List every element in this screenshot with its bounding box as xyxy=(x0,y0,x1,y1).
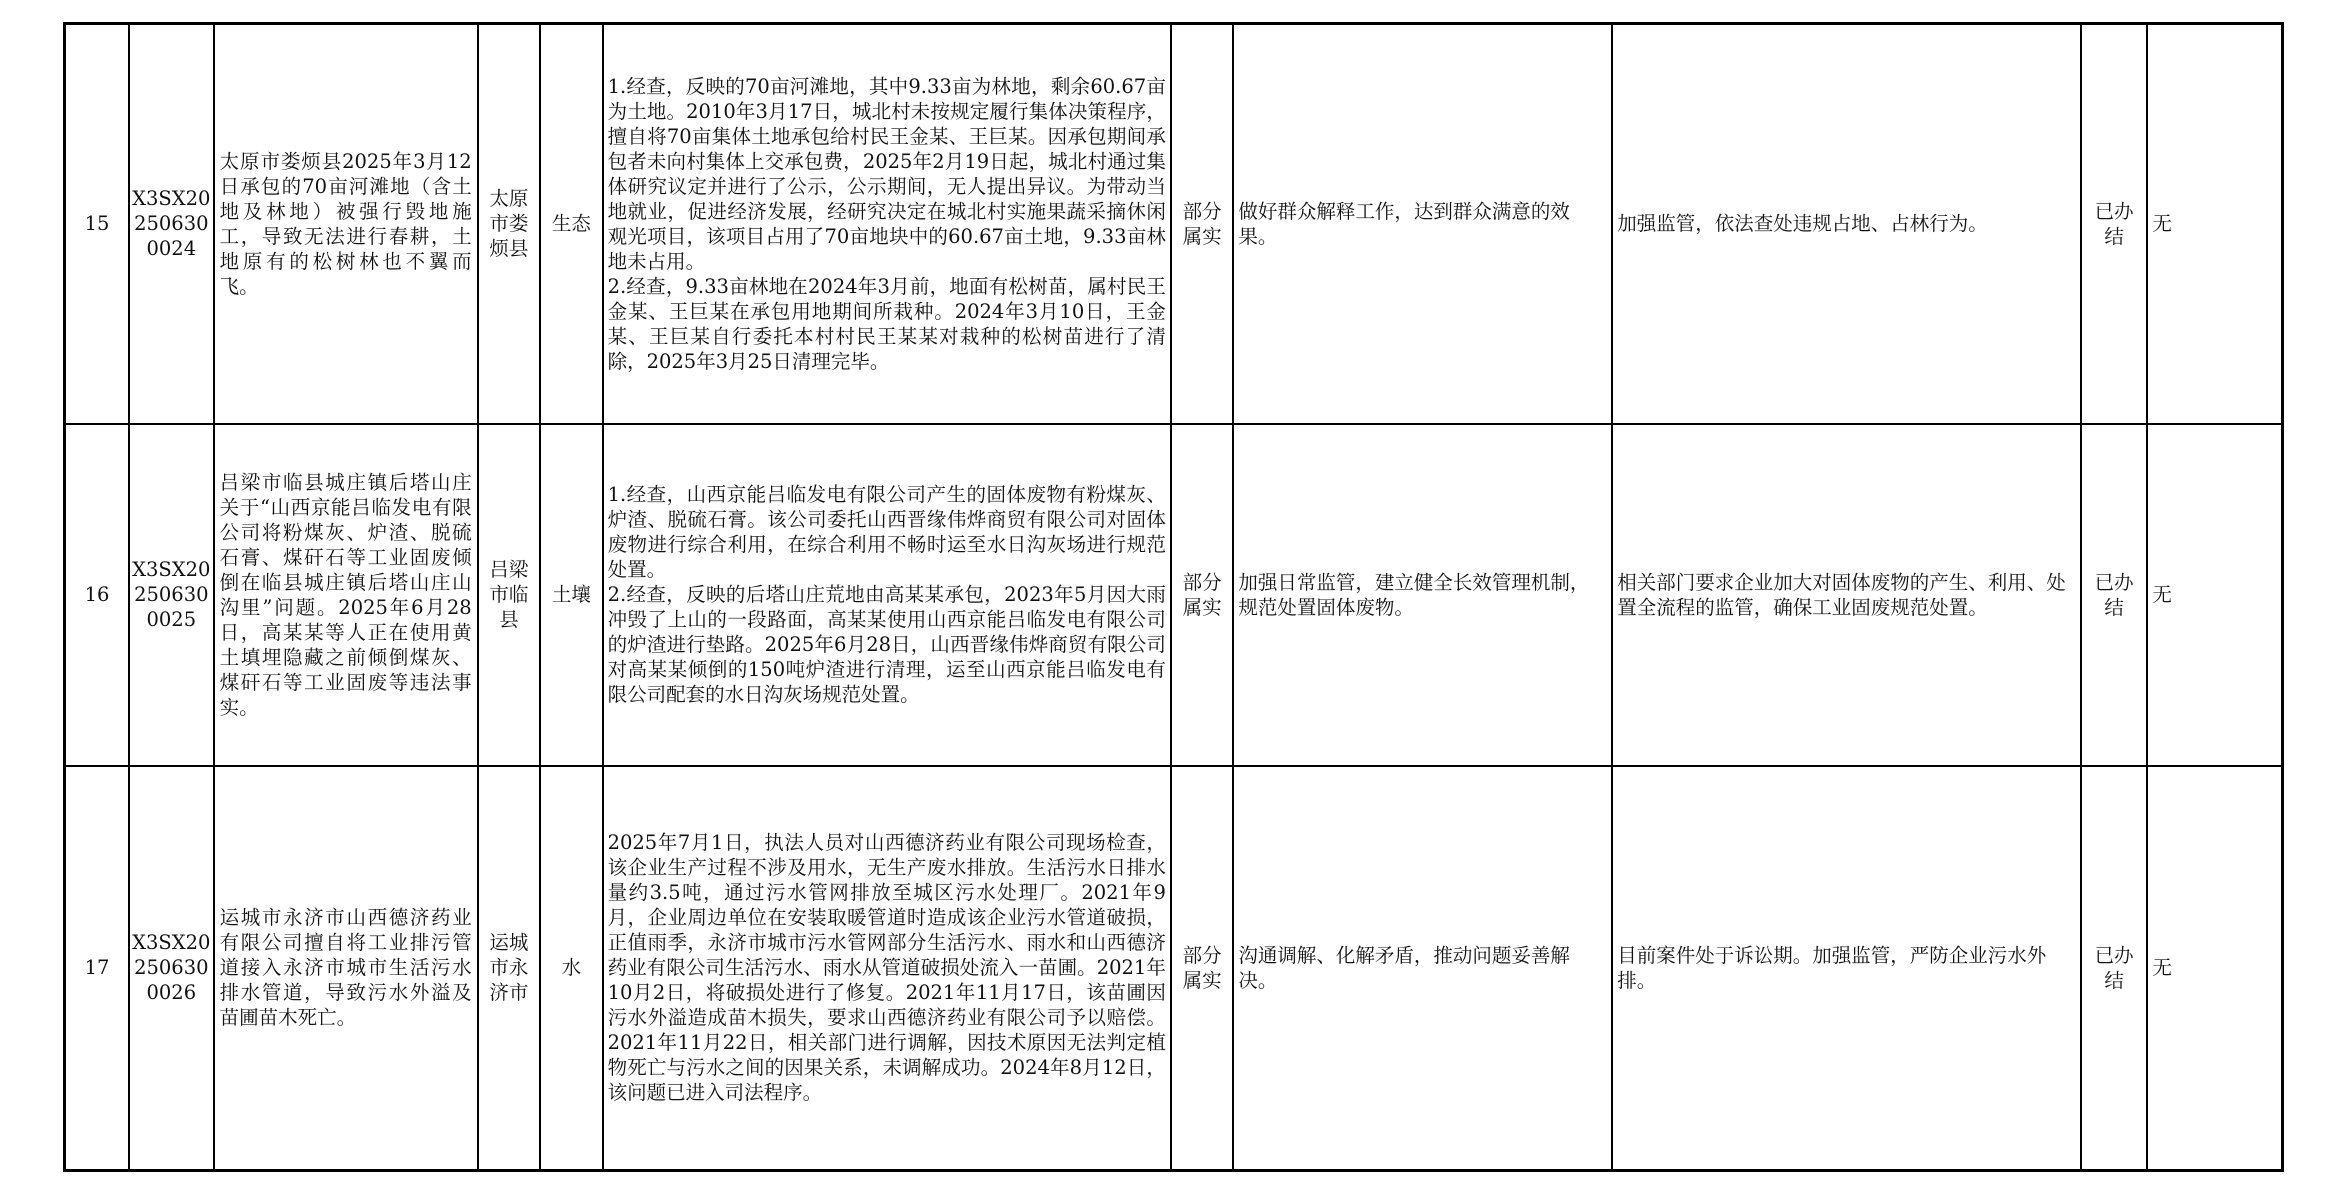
verification-result: 部分 属实 xyxy=(1171,424,1233,766)
case-code: X3SX20 250630 0024 xyxy=(129,24,214,424)
table-row xyxy=(65,24,2283,424)
table-row xyxy=(65,424,2283,766)
investigation-findings: 1.经查，反映的70亩河滩地，其中9.33亩为林地，剩余60.67亩为土地。2010年3月17日，城北村未按规定履行集体决策程序，擅自将70亩集体土地承包给村民王金某、王巨某。因承包期间承包者未向村集体上交承包费，2025年2月19日起，城北村通过集体研究议定并进行了公示，公示期间，无人提出异议。为带动当地就业，促进经济发展，经研究决定在城北村实施果蔬采摘休闲观光项目，该项目占用了70亩地块中的60.67亩土地，9.33亩林地未占用。 2.经查，9.33亩林地在2024年3月前，地面有松树苗，属村民王金某、王巨某在承包用地期间所栽种。2024年3月10日，王金某、王巨某自行委托本村村民王某某对栽种的松树苗进行了清除，2025年3月25日清理完毕。 xyxy=(603,24,1171,424)
verification-result: 部分 属实 xyxy=(1171,24,1233,424)
pollution-category: 生态 xyxy=(540,24,602,424)
row-number: 16 xyxy=(65,424,129,766)
case-code: X3SX20 250630 0025 xyxy=(129,424,214,766)
handling-measures: 加强日常监管，建立健全长效管理机制，规范处置固体废物。 xyxy=(1233,424,1612,766)
row-number: 15 xyxy=(65,24,129,424)
investigation-findings: 2025年7月1日，执法人员对山西德济药业有限公司现场检查，该企业生产过程不涉及用水，无生产废水排放。生活污水日排水量约3.5吨，通过污水管网排放至城区污水处理厂。2021年9月，企业周边单位在安装取暖管道时造成该企业污水管道破损，正值雨季，永济市城市污水管网部分生活污水、雨水和山西德济药业有限公司生活污水、雨水从管道破损处流入一苗圃。2021年10月2日，将破损处进行了修复。2021年11月17日，该苗圃因污水外溢造成苗木损失，要求山西德济药业有限公司予以赔偿。2021年11月22日，相关部门进行调解，因技术原因无法判定植物死亡与污水之间的因果关系，未调解成功。2024年8月12日，该问题已进入司法程序。 xyxy=(603,766,1171,1171)
accountability: 无 xyxy=(2147,24,2282,424)
pollution-category: 土壤 xyxy=(540,424,602,766)
rectification-measures: 目前案件处于诉讼期。加强监管，严防企业污水外排。 xyxy=(1612,766,2081,1171)
rectification-measures: 加强监管，依法查处违规占地、占林行为。 xyxy=(1612,24,2081,424)
verification-result: 部分 属实 xyxy=(1171,766,1233,1171)
accountability: 无 xyxy=(2147,424,2282,766)
case-status: 已办 结 xyxy=(2081,24,2148,424)
complaint-content: 吕梁市临县城庄镇后塔山庄关于“山西京能吕临发电有限公司将粉煤灰、炉渣、脱硫石膏、煤矸石等工业固废倾倒在临县城庄镇后塔山庄山沟里”问题。2025年6月28日，高某某等人正在使用黄土填埋隐藏之前倾倒煤灰、煤矸石等工业固废等违法事实。 xyxy=(214,424,478,766)
investigation-findings: 1.经查，山西京能吕临发电有限公司产生的固体废物有粉煤灰、炉渣、脱硫石膏。该公司委托山西晋缘伟烨商贸有限公司对固体废物进行综合利用，在综合利用不畅时运至水日沟灰场进行规范处置。 2.经查，反映的后塔山庄荒地由高某某承包，2023年5月因大雨冲毁了上山的一段路面，高某某使用山西京能吕临发电有限公司的炉渣进行垫路。2025年6月28日，山西晋缘伟烨商贸有限公司对高某某倾倒的150吨炉渣进行清理，运至山西京能吕临发电有限公司配套的水日沟灰场规范处置。 xyxy=(603,424,1171,766)
pollution-category: 水 xyxy=(540,766,602,1171)
complaint-content: 运城市永济市山西德济药业有限公司擅自将工业排污管道接入永济市城市生活污水排水管道，导致污水外溢及苗圃苗木死亡。 xyxy=(214,766,478,1171)
case-code: X3SX20 250630 0026 xyxy=(129,766,214,1171)
case-table xyxy=(63,22,2284,1172)
handling-measures: 沟通调解、化解矛盾，推动问题妥善解决。 xyxy=(1233,766,1612,1171)
region: 吕梁 市临 县 xyxy=(478,424,540,766)
region: 太原 市娄 烦县 xyxy=(478,24,540,424)
table-row xyxy=(65,766,2283,1171)
rectification-measures: 相关部门要求企业加大对固体废物的产生、利用、处置全流程的监管，确保工业固废规范处置。 xyxy=(1612,424,2081,766)
region: 运城 市永 济市 xyxy=(478,766,540,1171)
case-status: 已办 结 xyxy=(2081,766,2148,1171)
accountability: 无 xyxy=(2147,766,2282,1171)
case-status: 已办 结 xyxy=(2081,424,2148,766)
complaint-content: 太原市娄烦县2025年3月12日承包的70亩河滩地（含土地及林地）被强行毁地施工，导致无法进行春耕，土地原有的松树林也不翼而飞。 xyxy=(214,24,478,424)
row-number: 17 xyxy=(65,766,129,1171)
handling-measures: 做好群众解释工作，达到群众满意的效果。 xyxy=(1233,24,1612,424)
